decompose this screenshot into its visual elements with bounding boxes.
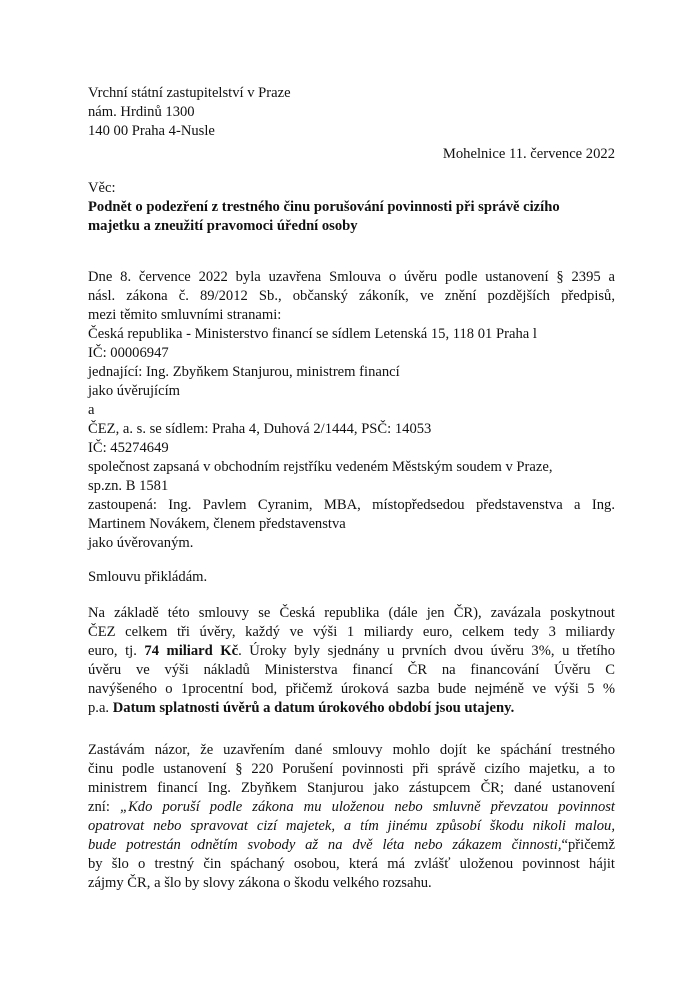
law-quote: „Kdo poruší podle zákona mu uloženou nebo smluvně převzatou povinnost bbox=[119, 799, 615, 815]
recipient-line-3: 140 00 Praha 4-Nusle bbox=[88, 123, 215, 139]
party-2-registration: společnost zapsaná v obchodním rejstříku vedeném Městským soudem v Praze, bbox=[88, 459, 553, 475]
opinion-line: Zastávám názor, že uzavřením dané smlouvy mohlo dojít ke spáchání trestného bbox=[88, 742, 615, 758]
opinion-line: zájmy ČR, a šlo by slovy zákona o škodu velkého rozsahu. bbox=[88, 875, 432, 891]
intro-line: Dne 8. července 2022 byla uzavřena Smlouva o úvěru podle ustanovení § 2395 a bbox=[88, 269, 615, 285]
loan-line: navýšeného o 1procentní bod, přičemž úroková sazba bude nejméně ve výši 5 % bbox=[88, 681, 615, 697]
place-date: Mohelnice 11. července 2022 bbox=[442, 146, 615, 162]
loan-line: Na základě této smlouvy se Česká republika (dále jen ČR), zavázala poskytnout bbox=[88, 605, 615, 621]
loan-amount: 74 miliard Kč bbox=[144, 643, 239, 659]
party-2-id: IČ: 45274649 bbox=[88, 440, 169, 456]
recipient-line-1: Vrchní státní zastupitelství v Praze bbox=[88, 85, 291, 101]
party-2-representatives bbox=[88, 496, 615, 515]
parties-conjunction: a bbox=[88, 402, 95, 418]
loan-paragraph bbox=[88, 604, 615, 718]
loan-line bbox=[88, 699, 615, 718]
party-2-file-number: sp.zn. B 1581 bbox=[88, 478, 169, 494]
loan-line: ČEZ celkem tři úvěry, každý ve výši 1 miliardy euro, celkem tedy 3 miliardy bbox=[88, 624, 615, 640]
loan-line: úvěru ve výši nákladů Ministerstva financí ČR na financování Úvěru C bbox=[88, 662, 615, 678]
opinion-line: ministrem financí Ing. Zbyňkem Stanjurou jako zástupcem ČR; dané ustanovení bbox=[88, 780, 615, 796]
subject-label: Věc: bbox=[88, 180, 116, 196]
loan-text: . Úroky byly sjednány u prvních dvou úvěru 3%, u třetího bbox=[238, 643, 615, 659]
loan-text: p.a. bbox=[88, 700, 113, 716]
party-1-name: Česká republika - Ministerstvo financí se sídlem Letenská 15, 118 01 Praha l bbox=[88, 326, 537, 342]
intro-paragraph bbox=[88, 268, 615, 306]
legal-opinion-paragraph bbox=[88, 741, 615, 893]
loan-text: euro, tj. bbox=[88, 643, 145, 659]
party-1-representative: jednající: Ing. Zbyňkem Stanjurou, ministrem financí bbox=[88, 364, 400, 380]
classified-dates-statement: Datum splatnosti úvěrů a datum úrokového období jsou utajeny. bbox=[112, 700, 515, 716]
opinion-line bbox=[88, 798, 615, 817]
party-1-id: IČ: 00006947 bbox=[88, 345, 169, 361]
opinion-text: “přičemž bbox=[561, 837, 615, 853]
party-1-role: jako úvěrujícím bbox=[88, 383, 180, 399]
intro-line: mezi těmito smluvními stranami: bbox=[88, 307, 282, 323]
law-quote: bude potrestán odnětím svobody až na dvě léta nebo zákazem činnosti, bbox=[88, 837, 562, 853]
law-quote-line: opatrovat nebo spravovat cizí majetek, a tím jinému způsobí škodu nikoli malou, bbox=[88, 818, 615, 834]
opinion-text: zní: bbox=[88, 799, 120, 815]
loan-line bbox=[88, 642, 615, 661]
intro-line: zastoupená: Ing. Pavlem Cyranim, MBA, místopředsedou představenstva a Ing. bbox=[88, 497, 615, 513]
opinion-line bbox=[88, 836, 615, 855]
opinion-line: činu podle ustanovení § 220 Porušení povinnosti při správě cizího majetku, a to bbox=[88, 761, 615, 777]
recipient-line-2: nám. Hrdinů 1300 bbox=[88, 104, 195, 120]
attachment-note: Smlouvu přikládám. bbox=[88, 569, 208, 585]
subject-line-2: majetku a zneužití pravomoci úřední osoby bbox=[88, 218, 358, 234]
party-2-name: ČEZ, a. s. se sídlem: Praha 4, Duhová 2/1444, PSČ: 14053 bbox=[88, 421, 432, 437]
intro-line: Martinem Novákem, členem představenstva bbox=[88, 516, 346, 532]
subject-line-1: Podnět o podezření z trestného činu porušování povinnosti při správě cizího bbox=[88, 199, 560, 215]
intro-line: násl. zákona č. 89/2012 Sb., občanský zákoník, ve znění pozdějších předpisů, bbox=[88, 288, 615, 304]
party-2-role: jako úvěrovaným. bbox=[88, 535, 194, 551]
opinion-line: by šlo o trestný čin spáchaný osobou, která má zvlášť uloženou povinnost hájit bbox=[88, 856, 615, 872]
